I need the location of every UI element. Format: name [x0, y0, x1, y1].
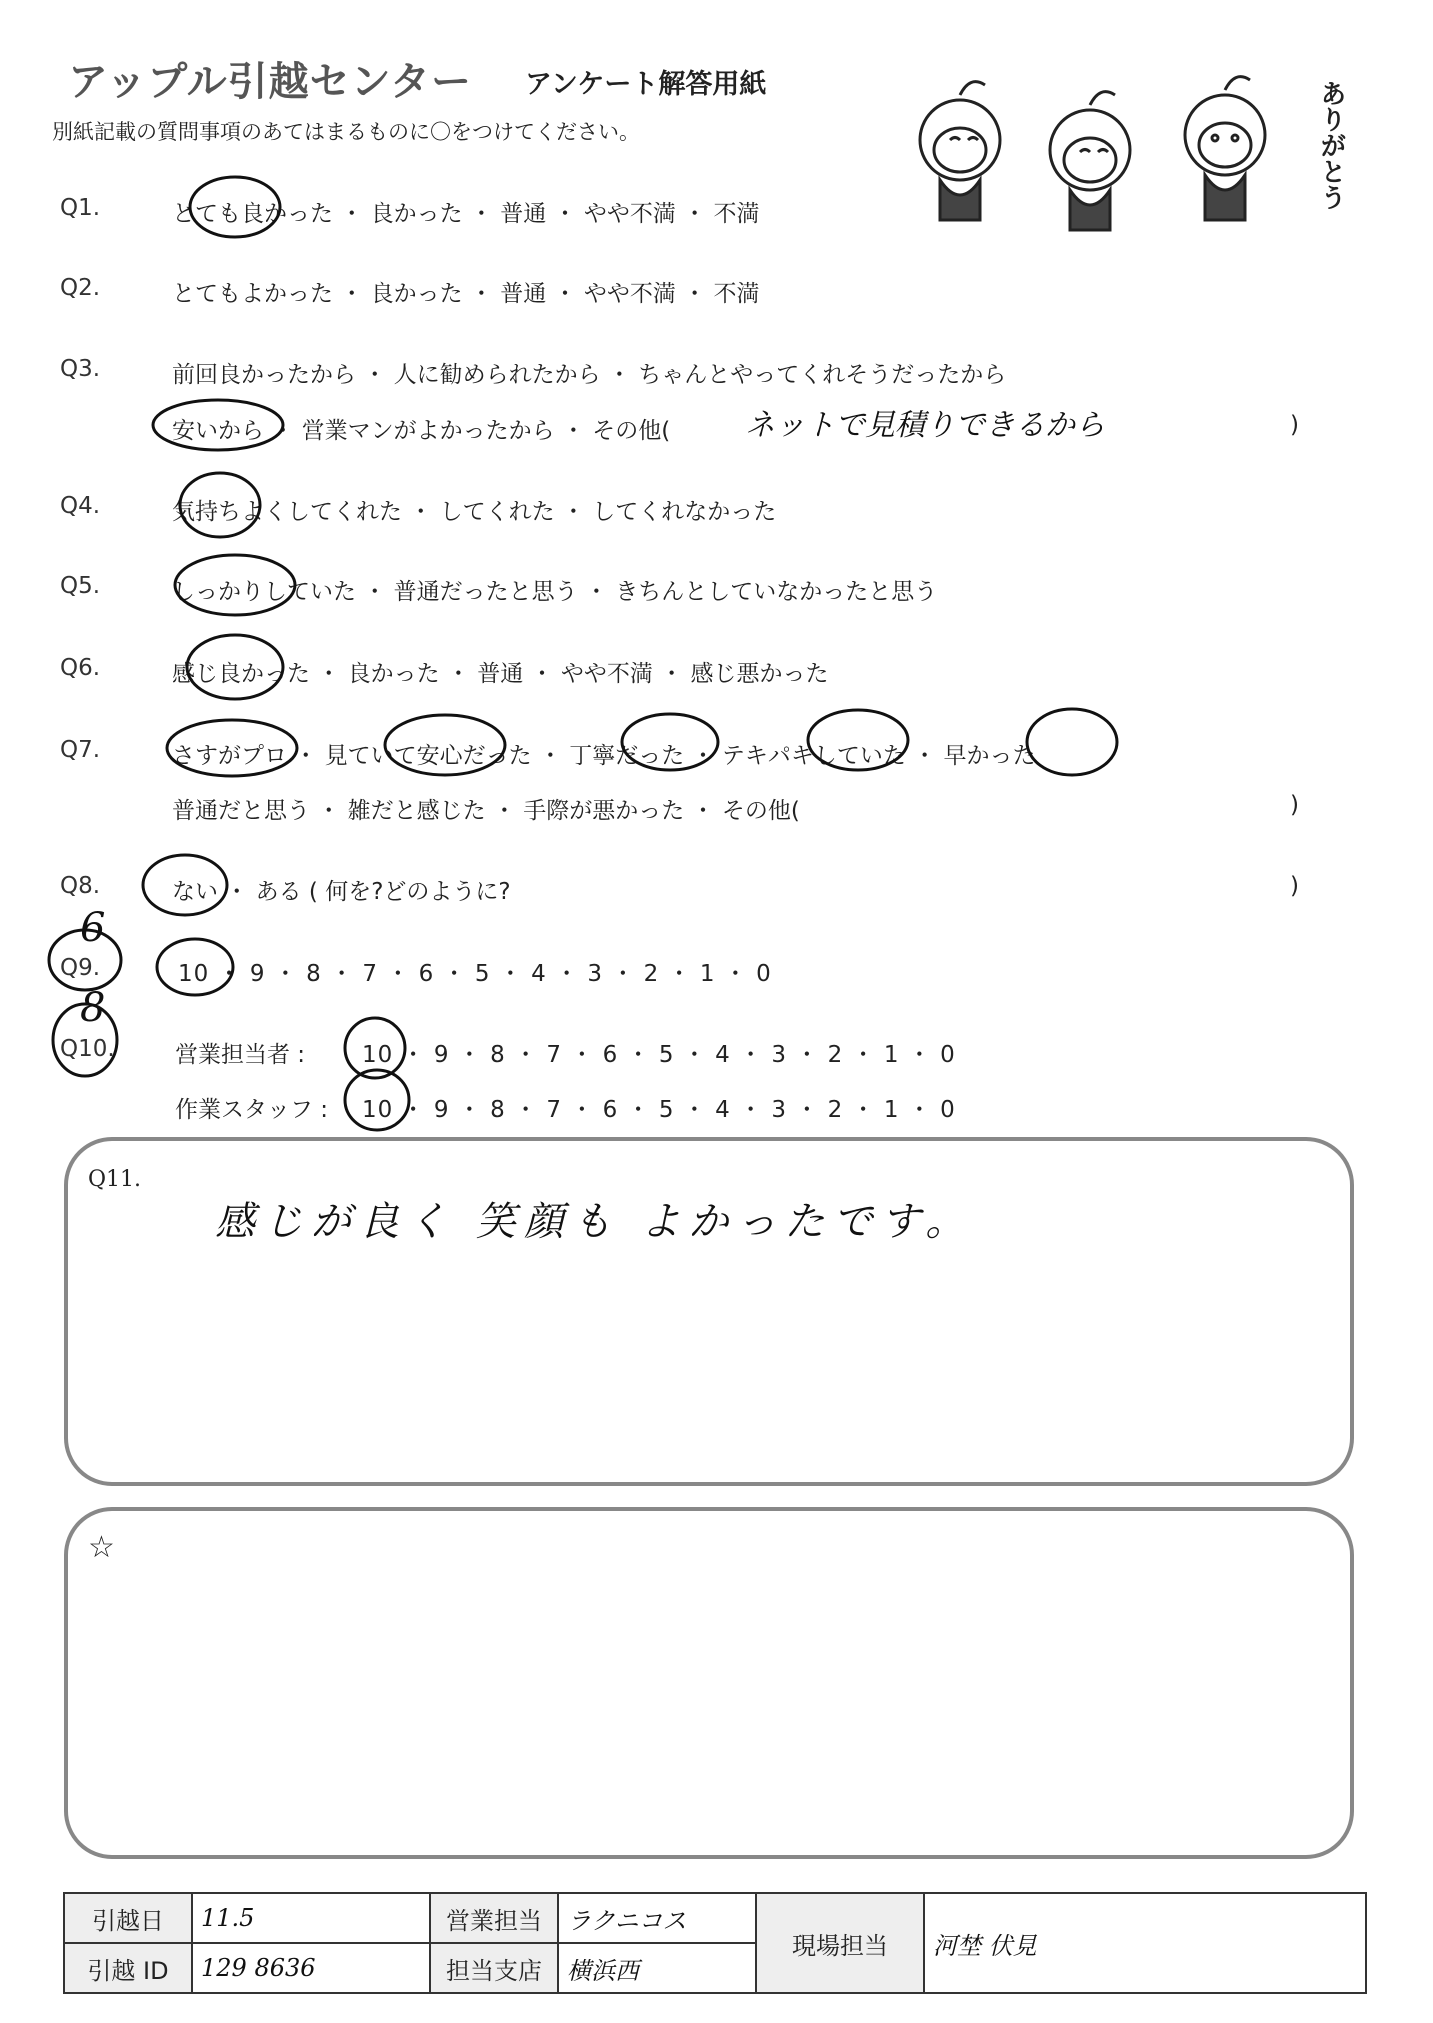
q3-close-paren: ) [1290, 412, 1299, 438]
q3-other-answer: ネットで見積りできるから [745, 408, 1105, 443]
q9-options: 10 ・ 9 ・ 8 ・ 7 ・ 6 ・ 5 ・ 4 ・ 3 ・ 2 ・ 1 ・ 0 [178, 961, 772, 987]
q6-options: 感じ良かった ・ 良かった ・ 普通 ・ やや不満 ・ 感じ悪かった [172, 661, 829, 687]
q9-handwritten-mark: 6 [80, 905, 106, 951]
q5-options: しっかりしていた ・ 普通だったと思う ・ きちんとしていなかったと思う [172, 579, 938, 605]
move-id-value: 129 8636 [192, 1943, 430, 1993]
q7-options-line2: 普通だと思う ・ 雑だと感じた ・ 手際が悪かった ・ その他( [172, 798, 800, 824]
company-title: アップル引越センター [68, 59, 472, 105]
site-label: 現場担当 [756, 1893, 924, 1993]
q10-label: Q10. [60, 1036, 115, 1062]
q7-close-paren: ) [1290, 792, 1299, 818]
q10-sales-label: 営業担当者 : [175, 1042, 306, 1068]
q1-options: とても良かった ・ 良かった ・ 普通 ・ やや不満 ・ 不満 [172, 201, 760, 227]
form-subtitle: アンケート解答用紙 [525, 69, 767, 100]
q8-close-paren: ) [1290, 873, 1299, 899]
q4-options: 気持ちよくしてくれた ・ してくれた ・ してくれなかった [172, 499, 777, 525]
q3-label: Q3. [60, 356, 101, 382]
q7-options-line1: さすがプロ ・ 見ていて安心だった ・ 丁寧だった ・ テキパキしていた ・ 早かった [172, 743, 1036, 769]
move-date-label: 引越日 [64, 1893, 192, 1943]
mascot-caption: ありがとう [1316, 80, 1346, 210]
q4-label: Q4. [60, 493, 101, 519]
q11-answer: 感じが良く 笑顔も よかったです。 [215, 1199, 974, 1245]
star-label: ☆ [88, 1530, 115, 1565]
sales-name-value: ラクニコス [558, 1893, 756, 1943]
q10-staff-label: 作業スタッフ : [175, 1097, 329, 1123]
q11-label: Q11. [88, 1167, 142, 1192]
q6-label: Q6. [60, 655, 101, 681]
move-id-label: 引越 ID [64, 1943, 192, 1993]
instructions: 別紙記載の質問事項のあてはまるものに〇をつけてください。 [52, 120, 640, 144]
branch-name-value: 横浜西 [558, 1943, 756, 1993]
q3-options-line2: 安いから ・ 営業マンがよかったから ・ その他( [172, 418, 671, 444]
q1-label: Q1. [60, 195, 101, 221]
q9-label: Q9. [60, 955, 101, 981]
q5-label: Q5. [60, 573, 101, 599]
q7-circle-hayakatta [1027, 709, 1117, 775]
q8-options: ない ・ ある ( 何を?どのように? [172, 879, 511, 905]
footer-info-table [63, 1892, 1367, 1994]
q2-options: とてもよかった ・ 良かった ・ 普通 ・ やや不満 ・ 不満 [172, 281, 760, 307]
star-comment-box [64, 1507, 1354, 1859]
q10-sales-options: 10 ・ 9 ・ 8 ・ 7 ・ 6 ・ 5 ・ 4 ・ 3 ・ 2 ・ 1 ・ 0 [362, 1042, 956, 1068]
monkey-mascots-image [880, 60, 1370, 240]
q8-label: Q8. [60, 873, 101, 899]
site-names-value: 河埜 伏見 [924, 1893, 1366, 1993]
branch-label: 担当支店 [430, 1943, 558, 1993]
move-date-value: 11.5 [192, 1893, 430, 1943]
q10-staff-options: 10 ・ 9 ・ 8 ・ 7 ・ 6 ・ 5 ・ 4 ・ 3 ・ 2 ・ 1 ・ 0 [362, 1097, 956, 1123]
sales-label: 営業担当 [430, 1893, 558, 1943]
q7-label: Q7. [60, 737, 101, 763]
q10-handwritten-mark: 8 [80, 985, 106, 1031]
q2-label: Q2. [60, 275, 101, 301]
q3-options-line1: 前回良かったから ・ 人に勧められたから ・ ちゃんとやってくれそうだったから [172, 362, 1007, 388]
